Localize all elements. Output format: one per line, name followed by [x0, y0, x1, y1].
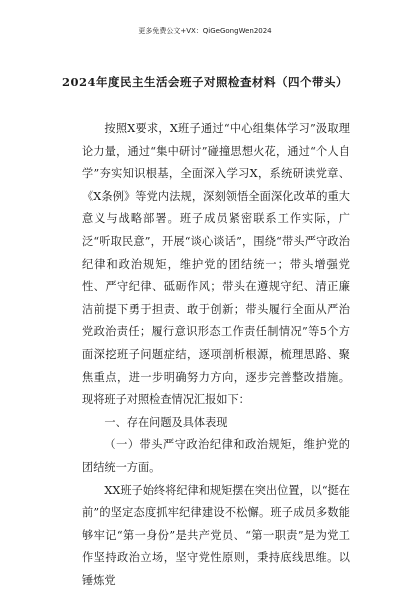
section-heading-1: 一、存在问题及具体表现	[82, 412, 350, 435]
document-body	[82, 118, 350, 592]
document-title: 2024年度民主生活会班子对照检查材料（四个带头）	[0, 74, 410, 90]
subsection-heading-1: （一）带头严守政治纪律和政治规矩，维护党的团结统一方面。	[82, 434, 350, 479]
paragraph-intro: 按照X要求，X班子通过“中心组集体学习”汲取理论力量，通过“集中研讨”碰撞思想火花，通过“个人自学”夯实知识根基，全面深入学习X，系统研读党章、《X条例》等党内法规，深刻领悟全面深化改革的重大意义与战略部署。班子成员紧密联系工作实际，广泛“听取民意”，开展“谈心谈话”，围绕“带头严守政治纪律和政治规矩，维护党的团结统一；带头增强党性、严守纪律、砥砺作风；带头在遵规守纪、清正廉洁前提下勇于担责、敢于创新；带头履行全面从严治党政治责任；履行意识形态工作责任制情况”等5个方面深挖班子问题症结，逐项剖析根源，梳理思路、聚焦重点，进一步明确努力方向，逐步完善整改措施。现将班子对照检查情况汇报如下：	[82, 118, 350, 412]
page-header-note: 更多免费公文+VX：QiGeGongWen2024	[0, 26, 410, 36]
paragraph-body: XX班子始终将纪律和规矩摆在突出位置，以“挺在前”的坚定态度抓牢纪律建设不松懈。班子成员多数能够牢记“第一身份”是共产党员、“第一职责”是为党工作坚持政治立场，坚守党性原则，秉持底线思维。以锤炼党	[82, 480, 350, 592]
